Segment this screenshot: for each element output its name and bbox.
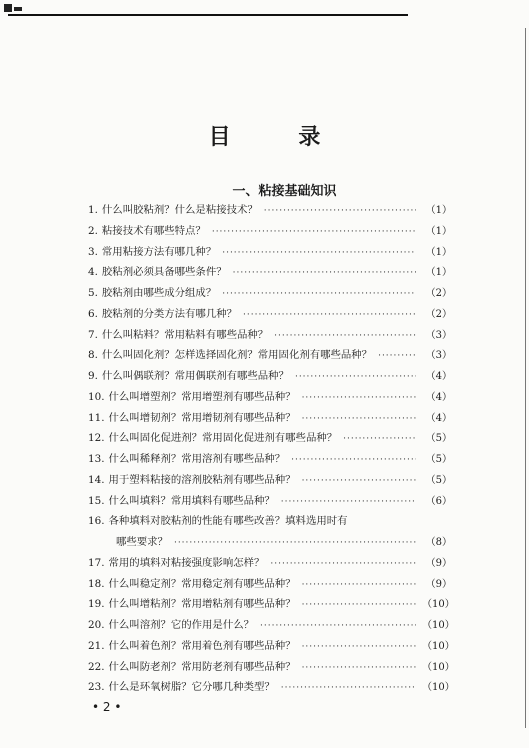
top-rule [8,14,408,16]
toc-entry [88,201,452,222]
toc-entry-number: 6. [88,307,98,320]
corner-mark-icon [2,2,24,14]
toc-entry [88,263,452,284]
toc-entry [88,305,452,326]
dot-leader [222,289,416,299]
toc-entry-number: 7. [88,328,98,341]
toc-entry-number: 23. [88,681,105,694]
toc-entry-page: （1） [425,246,452,258]
dot-leader [302,642,416,652]
toc-entry [88,533,452,554]
toc-entry-page: （5） [425,474,452,486]
toc-entry-number: 13. [88,453,105,465]
toc-entry-number: 12. [88,432,105,445]
toc-entry-number: 9. [88,370,98,382]
toc-entry-title: 粘接技术有哪些特点？ [101,224,206,237]
section-title: 一、粘接基础知识 [232,184,337,199]
toc-entry [88,512,452,533]
toc-entry-title: 什么叫增粘剂？常用增粘剂有哪些品种？ [108,598,296,611]
toc-entry-number: 21. [88,639,105,652]
toc-entry-number: 11. [88,411,105,424]
toc-entry-number: 3. [88,245,98,258]
toc-entry-page: （5） [425,454,452,465]
page-heading: 目 录 [208,124,351,150]
toc-entry-title: 各种填料对胶粘剂的性能有哪些改善？填料选用时有 [108,515,348,528]
toc-entry [88,595,455,616]
toc-entry-title: 什么叫偶联剂？常用偶联剂有哪些品种？ [101,370,289,382]
toc-entry-page: （10） [422,640,455,652]
toc-entry-title: 什么叫稀释剂？常用溶剂有哪些品种？ [108,453,286,465]
toc-entry-number: 19. [88,598,105,611]
toc-entry [88,575,452,596]
dot-leader [302,476,416,486]
toc-entry-title: 胶粘剂由哪些成分组成？ [101,287,217,299]
toc-entry [88,388,452,409]
toc-entry [88,554,452,575]
toc-entry-title: 什么是环氧树脂？它分哪几种类型？ [108,681,275,694]
dot-leader [222,248,416,258]
toc-entry-title: 胶粘剂的分类方法有哪几种？ [101,307,237,320]
dot-leader [281,683,416,693]
dot-leader [260,621,416,631]
dot-leader [302,393,416,403]
dot-leader [378,351,416,361]
dot-leader [270,559,416,569]
toc-entry-page: （10） [422,661,455,673]
toc-entry-title: 用于塑料粘接的溶剂胶粘剂有哪些品种？ [108,473,296,486]
dot-leader [264,206,416,216]
toc-entry-title: 什么叫粘料？常用粘料有哪些品种？ [101,328,269,341]
toc-entry [88,367,452,388]
toc-entry-page: （2） [425,288,452,299]
toc-entry-title: 什么叫溶剂？它的作用是什么？ [108,619,254,631]
toc-entry [88,429,452,450]
toc-entry [88,658,455,679]
toc-entry [88,243,452,264]
toc-entry-title: 哪些要求？ [116,536,168,548]
toc-entry-page: （10） [422,599,455,611]
toc-entry-number: 4. [88,266,98,279]
toc-entry-title: 什么叫防老剂？常用防老剂有哪些品种？ [108,660,296,673]
toc-entry [88,471,452,492]
page-number: • 2 • [92,700,122,714]
toc-entry-number: 14. [88,473,105,486]
toc-entry-title: 什么叫胶粘剂？什么是粘接技术？ [101,204,258,216]
toc-entry [88,346,452,367]
toc-entry-page: （4） [425,371,452,382]
dot-leader [281,497,416,507]
toc-entry [88,326,452,347]
toc-entry-number: 15. [88,494,105,507]
toc-entry-title: 什么叫固化促进剂？常用固化促进剂有哪些品种？ [108,432,338,445]
toc-entry-title: 什么叫着色剂？常用着色剂有哪些品种？ [108,639,296,652]
toc-entry-page: （9） [425,578,452,590]
toc-entry-number: 5. [88,287,98,299]
toc-entry [88,284,452,305]
toc-entry-title: 什么叫增塑剂？常用增塑剂有哪些品种？ [108,390,296,403]
toc-entry-number: 22. [88,660,105,673]
toc-entry-number: 16. [88,515,105,528]
toc-entry-page: （8） [425,537,452,548]
toc-entry-number: 8. [88,349,98,362]
toc-entry-title: 常用粘接方法有哪几种？ [101,245,217,258]
toc-entry-page: （1） [425,225,452,237]
toc-entry-title: 什么叫稳定剂？常用稳定剂有哪些品种？ [108,577,296,590]
toc-entry-page: （5） [425,433,452,445]
dot-leader [302,600,416,610]
toc-entry-number: 18. [88,577,105,590]
toc-entry-page: （10） [422,620,455,631]
toc-entry-page: （4） [425,391,452,403]
toc-entry-number: 17. [88,556,105,569]
dot-leader [212,227,416,237]
dot-leader [243,310,416,320]
toc-entry [88,222,452,243]
toc-entry-title: 胶粘剂必须具备哪些条件？ [101,266,227,279]
toc-entry-page: （3） [425,329,452,341]
toc-entry [88,616,455,637]
toc-entry-title: 什么叫增韧剂？常用增韧剂有哪些品种？ [108,411,296,424]
dot-leader [302,414,416,424]
toc-entry-page: （2） [425,308,452,320]
toc-entry [88,637,455,658]
dot-leader [233,268,416,278]
toc-entry-page: （6） [425,495,452,507]
toc-entry-page: （1） [425,205,452,216]
toc-entry [88,450,452,471]
toc-entry-title: 什么叫填料？常用填料有哪些品种？ [108,494,275,507]
dot-leader [274,331,416,341]
toc-entry [88,492,452,513]
toc-entry-number: 1. [88,204,98,216]
toc-entry-page: （3） [425,350,452,362]
toc-entry-page: （1） [425,267,452,279]
toc-entry-number: 10. [88,390,105,403]
dot-leader [291,455,416,465]
toc-entry [88,409,452,430]
toc-entry-number: 2. [88,224,98,237]
dot-leader [174,538,416,548]
toc-entry-title: 常用的填料对粘接强度影响怎样？ [108,556,265,569]
toc-entry-page: （10） [422,682,455,694]
toc-entry [88,678,455,699]
table-of-contents [88,201,455,699]
dot-leader [302,580,416,590]
toc-entry-page: （4） [425,412,452,424]
dot-leader [295,372,416,382]
toc-entry-title: 什么叫固化剂？怎样选择固化剂？常用固化剂有哪些品种？ [101,349,373,362]
dot-leader [343,434,416,444]
toc-entry-number: 20. [88,619,105,631]
dot-leader [302,663,416,673]
toc-entry-page: （9） [425,557,452,569]
